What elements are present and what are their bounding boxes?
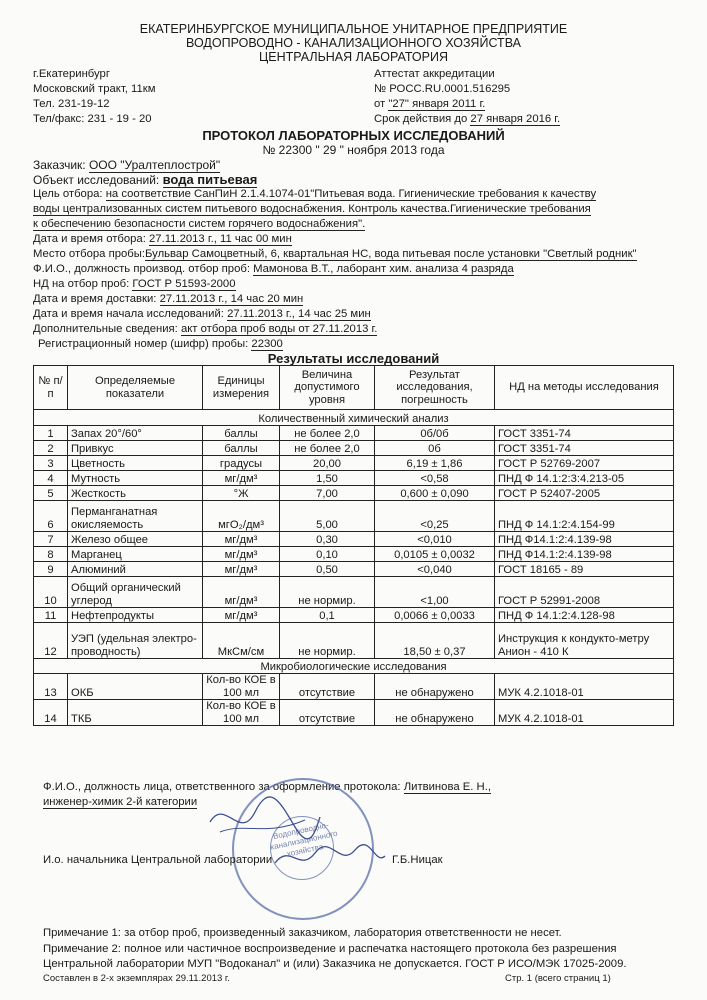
- method: Инструкция к кондукто-метру Анион - 410 К: [495, 623, 674, 659]
- result: 0,0066 ± 0,0033: [375, 608, 495, 623]
- method: ГОСТ 3351-74: [495, 426, 674, 441]
- result: <0,010: [375, 532, 495, 547]
- row-number: 8: [34, 547, 68, 562]
- indicator-name: УЭП (удельная электро-проводность): [68, 623, 203, 659]
- table-row: [34, 700, 674, 726]
- indicator-name: ТКБ: [68, 700, 203, 726]
- permissible-level: не нормир.: [280, 623, 375, 659]
- accreditation-title: Аттестат аккредитации: [374, 68, 495, 80]
- indicator-name: Алюминий: [68, 562, 203, 577]
- row-number: 10: [34, 577, 68, 608]
- sampler: Ф.И.О., должность производ. отбор проб: Мамонова В.Т., лаборант хим. анализа 4 разряда: [33, 263, 514, 275]
- results-table: [33, 365, 674, 726]
- col-limit: Величина допустимого уровня: [280, 366, 375, 410]
- row-number: 6: [34, 501, 68, 532]
- unit: мг/дм³: [203, 532, 280, 547]
- page-number: Стр. 1 (всего страниц 1): [505, 973, 611, 984]
- row-number: 11: [34, 608, 68, 623]
- row-number: 1: [34, 426, 68, 441]
- row-number: 14: [34, 700, 68, 726]
- result: не обнаружено: [375, 700, 495, 726]
- sampling-place: Место отбора пробы:Бульвар Самоцветный, 6, квартальная НС, вода питьевая после установки "Светлый родник": [33, 248, 637, 260]
- unit: МкСм/см: [203, 623, 280, 659]
- delivery-datetime: Дата и время доставки: 27.11.2013 г., 14 час 20 мин: [33, 293, 304, 305]
- method: МУК 4.2.1018-01: [495, 674, 674, 700]
- signature-head: [270, 838, 390, 878]
- unit: баллы: [203, 441, 280, 456]
- result: 18,50 ± 0,37: [375, 623, 495, 659]
- permissible-level: 20,00: [280, 456, 375, 471]
- method: ГОСТ Р 52407-2005: [495, 486, 674, 501]
- result: <0,040: [375, 562, 495, 577]
- permissible-level: 5,00: [280, 501, 375, 532]
- result: <1,00: [375, 577, 495, 608]
- copies-note: Составлен в 2-х экземплярах 29.11.2013 г.: [43, 973, 230, 984]
- note-1: Примечание 1: за отбор проб, произведенный заказчиком, лаборатория ответственности не несет.: [43, 927, 562, 939]
- indicator-name: Жесткость: [68, 486, 203, 501]
- permissible-level: 0,50: [280, 562, 375, 577]
- method: ГОСТ Р 52769-2007: [495, 456, 674, 471]
- table-row: [34, 471, 674, 486]
- table-row: [34, 577, 674, 608]
- method: ПНД Ф14.1:2:4.139-98: [495, 532, 674, 547]
- indicator-name: Марганец: [68, 547, 203, 562]
- table-row: [34, 608, 674, 623]
- org-name-line3: ЦЕНТРАЛЬНАЯ ЛАБОРАТОРИЯ: [259, 50, 448, 64]
- result: 6,19 ± 1,86: [375, 456, 495, 471]
- responsible-person: Ф.И.О., должность лица, ответственного за оформление протокола: Литвинова Е. Н.,: [43, 781, 491, 793]
- indicator-name: ОКБ: [68, 674, 203, 700]
- col-result: Результат исследования, погрешность: [375, 366, 495, 410]
- purpose-line1: Цель отбора: на соответствие СанПиН 2.1.4.1074-01"Питьевая вода. Гигиенические требования к качеству: [33, 188, 597, 200]
- table-row: [34, 501, 674, 532]
- unit: мг/дм³: [203, 608, 280, 623]
- col-number: № п/п: [34, 366, 68, 410]
- row-number: 12: [34, 623, 68, 659]
- unit: баллы: [203, 426, 280, 441]
- row-number: 5: [34, 486, 68, 501]
- unit: мг/дм³: [203, 471, 280, 486]
- col-indicator: Определяемые показатели: [68, 366, 203, 410]
- table-row: [34, 456, 674, 471]
- row-number: 2: [34, 441, 68, 456]
- indicator-name: Железо общее: [68, 532, 203, 547]
- result: 0,0105 ± 0,0032: [375, 547, 495, 562]
- indicator-name: Цветность: [68, 456, 203, 471]
- result: 0б: [375, 441, 495, 456]
- row-number: 13: [34, 674, 68, 700]
- method: ПНД Ф 14.1:2:4.128-98: [495, 608, 674, 623]
- sampling-standard: НД на отбор проб: ГОСТ Р 51593-2000: [33, 278, 236, 290]
- results-title: Результаты исследований: [267, 351, 440, 366]
- permissible-level: 0,30: [280, 532, 375, 547]
- row-number: 9: [34, 562, 68, 577]
- note-2-line1: Примечание 2: полное или частичное воспроизведение и распечатка настоящего протокола без разрешения: [43, 943, 617, 955]
- col-method: НД на методы исследования: [495, 366, 674, 410]
- permissible-level: отсутствие: [280, 674, 375, 700]
- table-header-row: [34, 366, 674, 410]
- additional-info: Дополнительные сведения: акт отбора проб воды от 27.11.2013 г.: [33, 323, 378, 335]
- result: не обнаружено: [375, 674, 495, 700]
- org-name-line2: ВОДОПРОВОДНО - КАНАЛИЗАЦИОННОГО ХОЗЯЙСТВА: [186, 36, 521, 50]
- phone: Тел. 231-19-12: [33, 98, 110, 110]
- research-start: Дата и время начала исследований: 27.11.2013 г., 14 час 25 мин: [33, 308, 371, 320]
- table-row: [34, 486, 674, 501]
- indicator-name: Общий органический углерод: [68, 577, 203, 608]
- unit: мг/дм³: [203, 577, 280, 608]
- table-row: [34, 426, 674, 441]
- registration-number: Регистрационный номер (шифр) пробы: 22300: [38, 338, 283, 350]
- table-row: [34, 674, 674, 700]
- stamp-text: Водопроводно-канализационного хозяйства: [269, 820, 339, 859]
- permissible-level: 7,00: [280, 486, 375, 501]
- permissible-level: отсутствие: [280, 700, 375, 726]
- protocol-number: № 22300 " 29 " ноября 2013 года: [262, 143, 445, 157]
- section-row-microbiology: [34, 659, 674, 674]
- section-title: Количественный химический анализ: [34, 410, 674, 426]
- validity: Срок действия до 27 января 2016 г.: [374, 113, 561, 125]
- method: ГОСТ Р 52991-2008: [495, 577, 674, 608]
- fax: Тел/факс: 231 - 19 - 20: [33, 113, 152, 125]
- indicator-name: Запах 20°/60°: [68, 426, 203, 441]
- result: 0б/0б: [375, 426, 495, 441]
- customer: Заказчик: ООО "Уралтеплострой": [33, 158, 221, 172]
- indicator-name: Привкус: [68, 441, 203, 456]
- org-name-line1: ЕКАТЕРИНБУРГСКОЕ МУНИЦИПАЛЬНОЕ УНИТАРНОЕ ПРЕДПРИЯТИЕ: [139, 22, 568, 36]
- result: 0,600 ± 0,090: [375, 486, 495, 501]
- permissible-level: не нормир.: [280, 577, 375, 608]
- indicator-name: Нефтепродукты: [68, 608, 203, 623]
- row-number: 4: [34, 471, 68, 486]
- indicator-name: Мутность: [68, 471, 203, 486]
- unit: мг/дм³: [203, 562, 280, 577]
- indicator-name: Перманганатная окисляемость: [68, 501, 203, 532]
- row-number: 3: [34, 456, 68, 471]
- table-row: [34, 547, 674, 562]
- result: <0,58: [375, 471, 495, 486]
- permissible-level: 1,50: [280, 471, 375, 486]
- head-role: И.о. начальника Центральной лаборатории: [43, 854, 273, 866]
- accreditation-date: от "27" января 2011 г.: [374, 98, 486, 110]
- unit: градусы: [203, 456, 280, 471]
- permissible-level: 0,10: [280, 547, 375, 562]
- method: ПНД Ф14.1:2:4.139-98: [495, 547, 674, 562]
- sampling-datetime: Дата и время отбора: 27.11.2013 г., 11 час 00 мин: [33, 233, 292, 245]
- method: ПНД Ф 14.1:2:3:4.213-05: [495, 471, 674, 486]
- city: г.Екатеринбург: [33, 68, 110, 80]
- accreditation-number: № РОСС.RU.0001.516295: [374, 83, 511, 95]
- col-unit: Единицы измерения: [203, 366, 280, 410]
- head-name: Г.Б.Ницак: [392, 854, 443, 866]
- object: Объект исследований: вода питьевая: [33, 172, 258, 187]
- method: ГОСТ 18165 - 89: [495, 562, 674, 577]
- section-title: Микробиологические исследования: [34, 659, 674, 674]
- unit: мг/дм³: [203, 547, 280, 562]
- method: ГОСТ 3351-74: [495, 441, 674, 456]
- result: <0,25: [375, 501, 495, 532]
- unit: Кол-во КОЕ в 100 мл: [203, 700, 280, 726]
- purpose-line2: воды централизованных систем питьевого водоснабжения. Контроль качества.Гигиенические требования: [33, 203, 591, 215]
- note-2-line2: Центральной лаборатории МУП "Водоканал" и (или) Заказчика не допускается. ГОСТ Р ИСО/МЭК 17025-2009.: [43, 958, 627, 970]
- permissible-level: не более 2,0: [280, 426, 375, 441]
- method: ПНД Ф 14.1:2:4.154-99: [495, 501, 674, 532]
- permissible-level: не более 2,0: [280, 441, 375, 456]
- section-row-chemical: [34, 410, 674, 426]
- unit: °Ж: [203, 486, 280, 501]
- table-row: [34, 562, 674, 577]
- unit: мгО₂/дм³: [203, 501, 280, 532]
- unit: Кол-во КОЕ в 100 мл: [203, 674, 280, 700]
- responsible-position: инженер-химик 2-й категории: [43, 796, 198, 808]
- protocol-title: ПРОТОКОЛ ЛАБОРАТОРНЫХ ИССЛЕДОВАНИЙ: [202, 128, 505, 143]
- address: Московский тракт, 11км: [33, 83, 156, 95]
- row-number: 7: [34, 532, 68, 547]
- method: МУК 4.2.1018-01: [495, 700, 674, 726]
- purpose-line3: к обеспечению безопасности систем горячего водоснабжения".: [33, 218, 366, 230]
- table-row: [34, 532, 674, 547]
- permissible-level: 0,1: [280, 608, 375, 623]
- table-row: [34, 441, 674, 456]
- table-row: [34, 623, 674, 659]
